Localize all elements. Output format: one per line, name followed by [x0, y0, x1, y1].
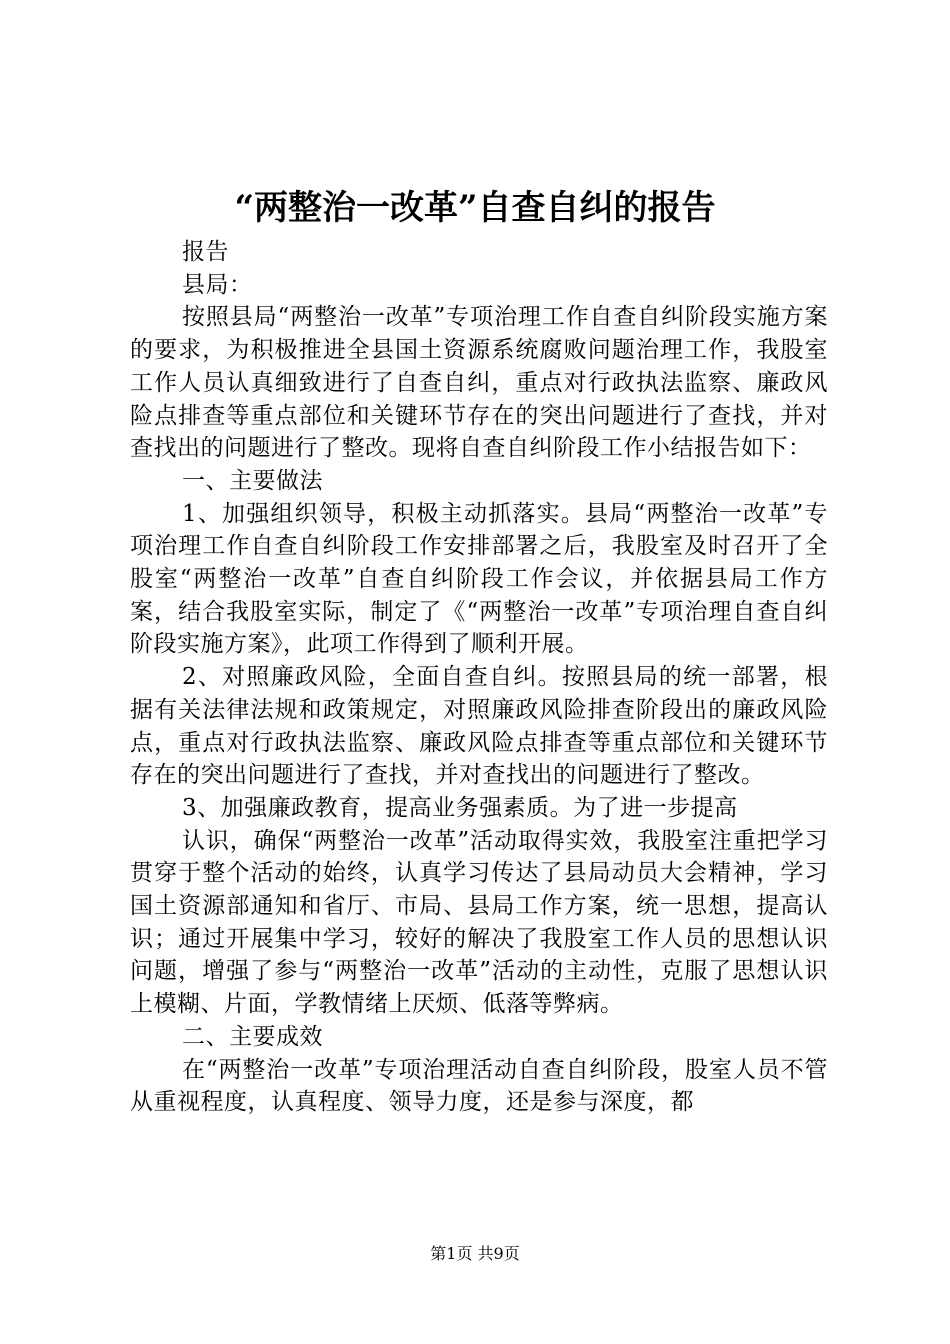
- paragraph-item-1: 1、加强组织领导，积极主动抓落实。县局“两整治一改革”专项治理工作自查自纠阶段工作安排部署之后，我股室及时召开了全股室“两整治一改革”自查自纠阶段工作会议，并依据县局工作方案，结合我股室实际，制定了《“两整治一改革”专项治理自查自纠阶段实施方案》，此项工作得到了顺利开展。: [130, 500, 828, 658]
- paragraph-item-3-continued: 认识，确保“两整治一改革”活动取得实效，我股室注重把学习贯穿于整个活动的始终，认真学习传达了县局动员大会精神，学习国土资源部通知和省厅、市局、县局工作方案，统一思想，提高认识；通过开展集中学习，较好的解决了我股室工作人员的思想认识问题，增强了参与“两整治一改革”活动的主动性，克服了思想认识上模糊、片面，学教情绪上厌烦、低落等弊病。: [130, 827, 828, 1018]
- document-body: [130, 236, 828, 1119]
- paragraph-item-3: 3、加强廉政教育，提高业务强素质。为了进一步提高: [182, 794, 738, 821]
- paragraph-results: 在“两整治一改革”专项治理活动自查自纠阶段，股室人员不管从重视程度，认真程度、领导力度，还是参与深度，都: [130, 1056, 828, 1116]
- section-heading-main-results: 二、主要成效: [182, 1023, 323, 1050]
- paragraph-intro: 按照县局“两整治一改革”专项治理工作自查自纠阶段实施方案的要求，为积极推进全县国土资源系统腐败问题治理工作，我股室工作人员认真细致进行了自查自纠，重点对行政执法监察、廉政风险点排查等重点部位和关键环节存在的突出问题进行了查找，并对查找出的问题进行了整改。现将自查自纠阶段工作小结报告如下：: [130, 304, 828, 462]
- paragraph-item-2: 2、对照廉政风险，全面自查自纠。按照县局的统一部署，根据有关法律法规和政策规定，对照廉政风险排查阶段出的廉政风险点，重点对行政执法监察、廉政风险点排查等重点部位和关键环节存在的突出问题进行了查找，并对查找出的问题进行了整改。: [130, 664, 828, 789]
- section-heading-main-practices: 一、主要做法: [182, 467, 323, 494]
- paragraph-salutation: 县局：: [182, 271, 253, 298]
- page-footer: 第1页 共9页: [430, 1244, 520, 1263]
- document-title: “两整治一改革”自查自纠的报告: [234, 188, 716, 228]
- paragraph-heading-report: 报告: [182, 239, 229, 265]
